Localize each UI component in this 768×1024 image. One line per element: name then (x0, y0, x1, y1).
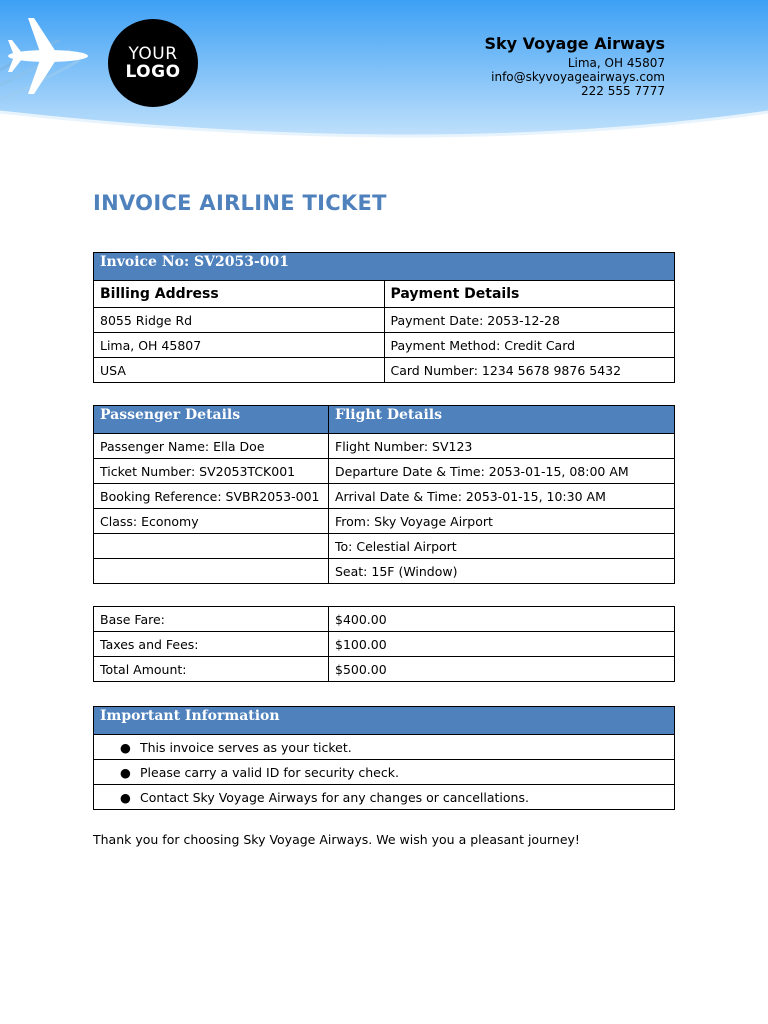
company-email[interactable]: info@skyvoyageairways.com (491, 70, 665, 84)
flight-detail-cell: Arrival Date & Time: 2053-01-15, 10:30 AM (329, 484, 675, 509)
payment-detail-cell: Payment Method: Credit Card (384, 333, 675, 358)
bullet-icon: ● (120, 739, 131, 755)
info-item-text: Please carry a valid ID for security check. (140, 764, 399, 780)
passenger-detail-cell: Class: Economy (94, 509, 329, 534)
table-row (94, 509, 675, 534)
passenger-detail-cell (94, 559, 329, 584)
table-row (94, 657, 675, 682)
fare-table (93, 606, 675, 682)
fare-amount-cell: $500.00 (329, 657, 675, 682)
company-address: Lima, OH 45807 (567, 56, 665, 70)
table-row (94, 434, 675, 459)
company-phone: 222 555 7777 (581, 84, 665, 98)
thank-you-message: Thank you for choosing Sky Voyage Airways. We wish you a pleasant journey! (93, 832, 580, 847)
important-info-table (93, 706, 675, 810)
fare-label-cell: Total Amount: (94, 657, 329, 682)
table-row (94, 333, 675, 358)
flight-detail-cell: To: Celestial Airport (329, 534, 675, 559)
payment-detail-cell: Payment Date: 2053-12-28 (384, 308, 675, 333)
passenger-detail-cell: Passenger Name: Ella Doe (94, 434, 329, 459)
payment-detail-cell: Card Number: 1234 5678 9876 5432 (384, 358, 675, 383)
fare-amount-cell: $400.00 (329, 607, 675, 632)
list-item (94, 785, 675, 810)
passenger-flight-table (93, 405, 675, 584)
logo-text-line1: YOUR (128, 44, 178, 64)
table-row (94, 484, 675, 509)
passenger-detail-cell: Ticket Number: SV2053TCK001 (94, 459, 329, 484)
bullet-icon: ● (120, 789, 131, 805)
logo-text-line2: LOGO (125, 62, 181, 82)
flight-details-heading: Flight Details (329, 406, 675, 434)
billing-address-heading: Billing Address (94, 281, 385, 308)
payment-details-heading: Payment Details (384, 281, 675, 308)
passenger-details-heading: Passenger Details (94, 406, 329, 434)
company-info (484, 34, 665, 98)
list-item (94, 760, 675, 785)
table-row (94, 607, 675, 632)
fare-label-cell: Base Fare: (94, 607, 329, 632)
table-row (94, 534, 675, 559)
flight-detail-cell: Departure Date & Time: 2053-01-15, 08:00 AM (329, 459, 675, 484)
bullet-icon: ● (120, 764, 131, 780)
header-banner (0, 0, 768, 145)
billing-address-cell: 8055 Ridge Rd (94, 308, 385, 333)
important-info-heading: Important Information (94, 707, 675, 735)
info-item-text: Contact Sky Voyage Airways for any changes or cancellations. (140, 789, 529, 805)
table-row (94, 559, 675, 584)
invoice-table (93, 252, 675, 383)
fare-label-cell: Taxes and Fees: (94, 632, 329, 657)
table-row (94, 358, 675, 383)
list-item (94, 735, 675, 760)
invoice-number-header: Invoice No: SV2053-001 (94, 253, 675, 281)
passenger-detail-cell (94, 534, 329, 559)
fare-amount-cell: $100.00 (329, 632, 675, 657)
info-item-text: This invoice serves as your ticket. (140, 739, 352, 755)
flight-detail-cell: Flight Number: SV123 (329, 434, 675, 459)
billing-address-cell: Lima, OH 45807 (94, 333, 385, 358)
table-row (94, 459, 675, 484)
flight-detail-cell: Seat: 15F (Window) (329, 559, 675, 584)
billing-address-cell: USA (94, 358, 385, 383)
passenger-detail-cell: Booking Reference: SVBR2053-001 (94, 484, 329, 509)
flight-detail-cell: From: Sky Voyage Airport (329, 509, 675, 534)
table-row (94, 308, 675, 333)
page-title: INVOICE AIRLINE TICKET (93, 191, 387, 215)
table-row (94, 632, 675, 657)
company-logo (108, 19, 198, 107)
company-name: Sky Voyage Airways (484, 34, 665, 53)
